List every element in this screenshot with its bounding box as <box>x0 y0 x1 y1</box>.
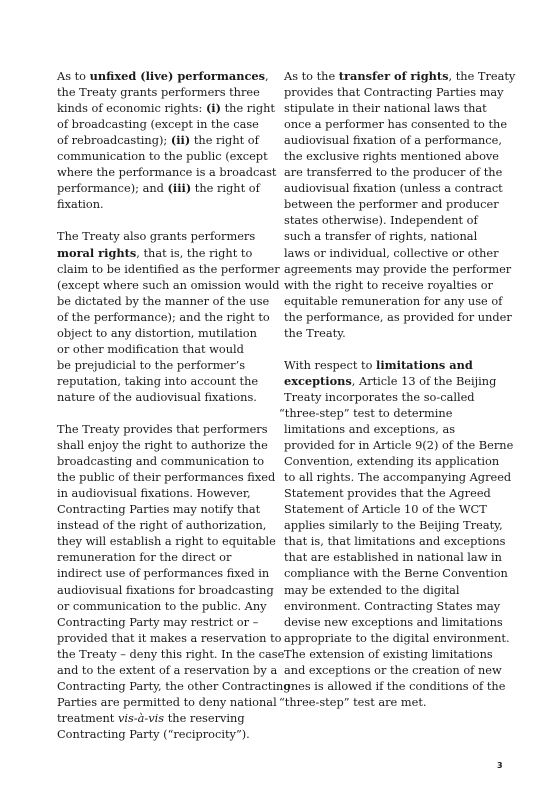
text-segment: the Treaty. <box>284 325 346 340</box>
text-segment: As to the <box>284 69 339 83</box>
text-line <box>57 485 279 501</box>
text-line <box>57 726 279 742</box>
text-line <box>284 132 510 148</box>
text-line <box>284 245 510 261</box>
text-line <box>284 630 510 646</box>
text-segment: “three-step” test are met. <box>279 694 427 709</box>
text-segment: between the performer and producer <box>284 197 499 212</box>
text-line <box>284 84 510 100</box>
text-segment: Contracting Parties may notify that <box>57 502 261 517</box>
text-line <box>284 293 510 309</box>
text-segment: limitations and exceptions, as <box>284 422 456 437</box>
text-line <box>284 549 510 565</box>
text-line <box>57 453 279 469</box>
text-line <box>57 180 279 196</box>
text-segment: audiovisual fixation (unless a contract <box>284 181 503 196</box>
text-line <box>279 694 510 710</box>
text-segment: in audiovisual fixations. However, <box>57 486 251 501</box>
text-segment: be dictated by the manner of the use <box>57 293 270 308</box>
text-segment: The extension of existing limitations <box>284 646 493 661</box>
text-line <box>57 261 279 277</box>
text-line <box>57 309 279 325</box>
text-line <box>279 405 510 421</box>
text-line <box>57 614 279 630</box>
text-segment: may be extended to the digital <box>284 582 460 597</box>
text-segment: of the performance); and the right to <box>57 309 270 324</box>
text-segment: they will establish a right to equitable <box>57 534 276 549</box>
text-line <box>284 357 510 373</box>
text-segment: or other modification that would <box>57 341 244 356</box>
text-segment: ones is allowed if the conditions of the <box>284 678 506 693</box>
text-line <box>57 132 279 148</box>
text-segment: As to <box>57 69 90 83</box>
text-segment: to all rights. The accompanying Agreed <box>284 470 512 485</box>
text-line <box>57 501 279 517</box>
text-segment: appropriate to the digital environment. <box>284 630 510 645</box>
text-segment: , <box>265 69 269 83</box>
text-segment: Contracting Party, the other Contracting <box>57 678 291 693</box>
body-paragraph <box>279 357 514 710</box>
text-line <box>284 164 510 180</box>
text-line <box>57 598 279 614</box>
text-line <box>57 437 279 453</box>
text-line <box>284 469 510 485</box>
text-segment: devise new exceptions and limitations <box>284 614 503 629</box>
text-segment: (except where such an omission would <box>57 277 280 292</box>
text-line <box>284 421 510 437</box>
text-segment: claim to be identified as the performer <box>57 261 280 276</box>
text-line <box>284 389 510 405</box>
text-segment: Contracting Party may restrict or – <box>57 614 259 629</box>
text-line <box>284 646 510 662</box>
text-line <box>57 710 279 726</box>
text-line <box>57 325 279 341</box>
left-column <box>57 68 291 742</box>
text-segment: the Treaty – deny this right. In the case <box>57 646 285 661</box>
text-segment: Statement of Article 10 of the WCT <box>284 502 487 517</box>
text-segment: be prejudicial to the performer’s <box>57 357 246 372</box>
text-segment: or communication to the public. Any <box>57 598 267 613</box>
bold-term: (i) <box>205 101 221 116</box>
bold-term: (iii) <box>167 181 192 196</box>
text-segment: , Article 13 of the Beijing <box>351 373 497 388</box>
text-line <box>284 373 510 389</box>
text-segment: laws or individual, collective or other <box>284 245 499 260</box>
text-line <box>57 389 279 405</box>
text-line <box>57 694 279 710</box>
text-line <box>57 357 279 373</box>
right-column <box>279 68 516 710</box>
italic-term: vis-à-vis <box>117 710 165 725</box>
body-paragraph <box>57 421 291 742</box>
text-line <box>284 148 510 164</box>
text-segment: indirect use of performances fixed in <box>57 566 270 581</box>
text-segment: Parties are permitted to deny national <box>57 694 277 709</box>
text-line <box>284 501 510 517</box>
text-segment: Convention, extending its application <box>284 454 500 469</box>
text-line <box>57 84 279 100</box>
bold-term: limitations and <box>376 357 473 372</box>
text-line <box>284 517 510 533</box>
text-segment: with the right to receive royalties or <box>284 277 493 292</box>
text-line <box>284 212 510 228</box>
text-segment: Statement provides that the Agreed <box>284 486 491 501</box>
text-segment: provided for in Article 9(2) of the Berne <box>284 438 514 453</box>
text-line <box>284 598 510 614</box>
text-segment: communication to the public (except <box>57 149 268 164</box>
text-segment: provides that Contracting Parties may <box>284 85 504 100</box>
text-segment: the right <box>220 101 275 116</box>
text-segment: , that is, the right to <box>136 245 253 260</box>
text-line <box>57 582 279 598</box>
text-segment: such a transfer of rights, national <box>284 229 478 244</box>
text-segment: the right of <box>190 133 259 148</box>
text-line <box>284 68 516 84</box>
text-line <box>284 533 510 549</box>
text-line <box>57 469 279 485</box>
text-segment: the public of their performances fixed <box>57 470 276 485</box>
text-segment: the reserving <box>164 710 245 725</box>
text-line <box>284 437 514 453</box>
text-segment: nature of the audiovisual fixations. <box>57 389 257 404</box>
text-line <box>57 678 291 694</box>
body-paragraph <box>57 228 279 405</box>
text-line <box>57 293 279 309</box>
text-line <box>57 533 279 549</box>
text-segment: The Treaty provides that performers <box>57 422 268 437</box>
text-line <box>284 228 510 244</box>
text-line <box>57 148 279 164</box>
bold-term: transfer of rights <box>338 69 449 83</box>
text-line <box>284 277 510 293</box>
text-line <box>57 421 279 437</box>
page-number: 3 <box>497 761 503 770</box>
text-segment: agreements may provide the performer <box>284 261 512 276</box>
text-segment: With respect to <box>284 357 377 372</box>
text-segment: environment. Contracting States may <box>284 598 501 613</box>
text-line <box>57 277 279 293</box>
text-segment: object to any distortion, mutilation <box>57 325 257 340</box>
text-segment: equitable remuneration for any use of <box>284 293 503 308</box>
bold-term: moral rights <box>57 245 137 260</box>
text-segment: reputation, taking into account the <box>57 373 259 388</box>
text-segment: instead of the right of authorization, <box>57 518 267 533</box>
text-segment: compliance with the Berne Convention <box>284 566 508 581</box>
text-segment: Contracting Party (“reciprocity”). <box>57 726 250 741</box>
text-segment: stipulate in their national laws that <box>284 101 487 116</box>
text-line <box>57 646 285 662</box>
text-segment: states otherwise). Independent of <box>284 213 478 228</box>
text-line <box>284 116 510 132</box>
body-paragraph <box>284 68 516 341</box>
text-segment: the performance, as provided for under <box>284 309 512 324</box>
text-segment: audiovisual fixation of a performance, <box>284 133 502 148</box>
text-line <box>284 678 510 694</box>
text-line <box>284 261 510 277</box>
text-segment: where the performance is a broadcast <box>57 165 277 180</box>
text-line <box>57 68 279 84</box>
text-segment: of broadcasting (except in the case <box>57 117 259 132</box>
text-segment: and exceptions or the creation of new <box>284 662 502 677</box>
text-segment: the right of <box>191 181 260 196</box>
text-segment: of rebroadcasting); <box>57 133 171 148</box>
text-line <box>284 582 510 598</box>
text-segment: audiovisual fixations for broadcasting <box>57 582 274 597</box>
text-segment: are transferred to the producer of the <box>284 165 503 180</box>
text-line <box>57 116 279 132</box>
text-line <box>284 662 510 678</box>
text-line <box>57 565 279 581</box>
text-line <box>57 549 279 565</box>
text-line <box>284 325 510 341</box>
text-segment: that are established in national law in <box>284 550 502 565</box>
text-line <box>284 614 510 630</box>
text-line <box>284 453 510 469</box>
text-segment: and to the extent of a reservation by a <box>57 662 278 677</box>
text-line <box>57 164 279 180</box>
text-line <box>284 196 510 212</box>
text-segment: The Treaty also grants performers <box>57 229 256 244</box>
text-segment: that is, that limitations and exceptions <box>284 534 506 549</box>
text-line <box>57 341 279 357</box>
text-segment: once a performer has consented to the <box>284 117 508 132</box>
text-line <box>284 309 510 325</box>
body-paragraph <box>57 68 279 212</box>
text-line <box>57 662 279 678</box>
bold-term: (ii) <box>170 133 191 148</box>
text-line <box>57 228 279 244</box>
text-segment: shall enjoy the right to authorize the <box>57 438 268 453</box>
text-line <box>284 485 510 501</box>
text-line <box>57 517 279 533</box>
text-line <box>284 100 510 116</box>
text-segment: treatment <box>57 710 118 725</box>
text-line <box>57 196 279 212</box>
text-segment: Treaty incorporates the so-called <box>284 389 475 404</box>
text-segment: the exclusive rights mentioned above <box>284 149 500 164</box>
bold-term: exceptions <box>284 373 352 388</box>
text-line <box>57 630 282 646</box>
text-line <box>284 180 510 196</box>
text-segment: fixation. <box>57 197 104 212</box>
text-line <box>57 245 279 261</box>
text-segment: provided that it makes a reservation to <box>57 630 282 645</box>
text-segment: “three-step” test to determine <box>279 405 453 420</box>
text-segment: kinds of economic rights: <box>57 101 206 116</box>
text-segment: broadcasting and communication to <box>57 454 265 469</box>
bold-term: unfixed (live) performances <box>89 69 265 83</box>
text-line <box>284 565 510 581</box>
text-segment: performance); and <box>57 181 168 196</box>
text-line <box>57 100 279 116</box>
text-line <box>57 373 279 389</box>
text-segment: applies similarly to the Beijing Treaty, <box>284 518 503 533</box>
text-segment: remuneration for the direct or <box>57 550 232 565</box>
text-segment: , the Treaty <box>448 69 516 83</box>
text-segment: the Treaty grants performers three <box>57 85 260 100</box>
